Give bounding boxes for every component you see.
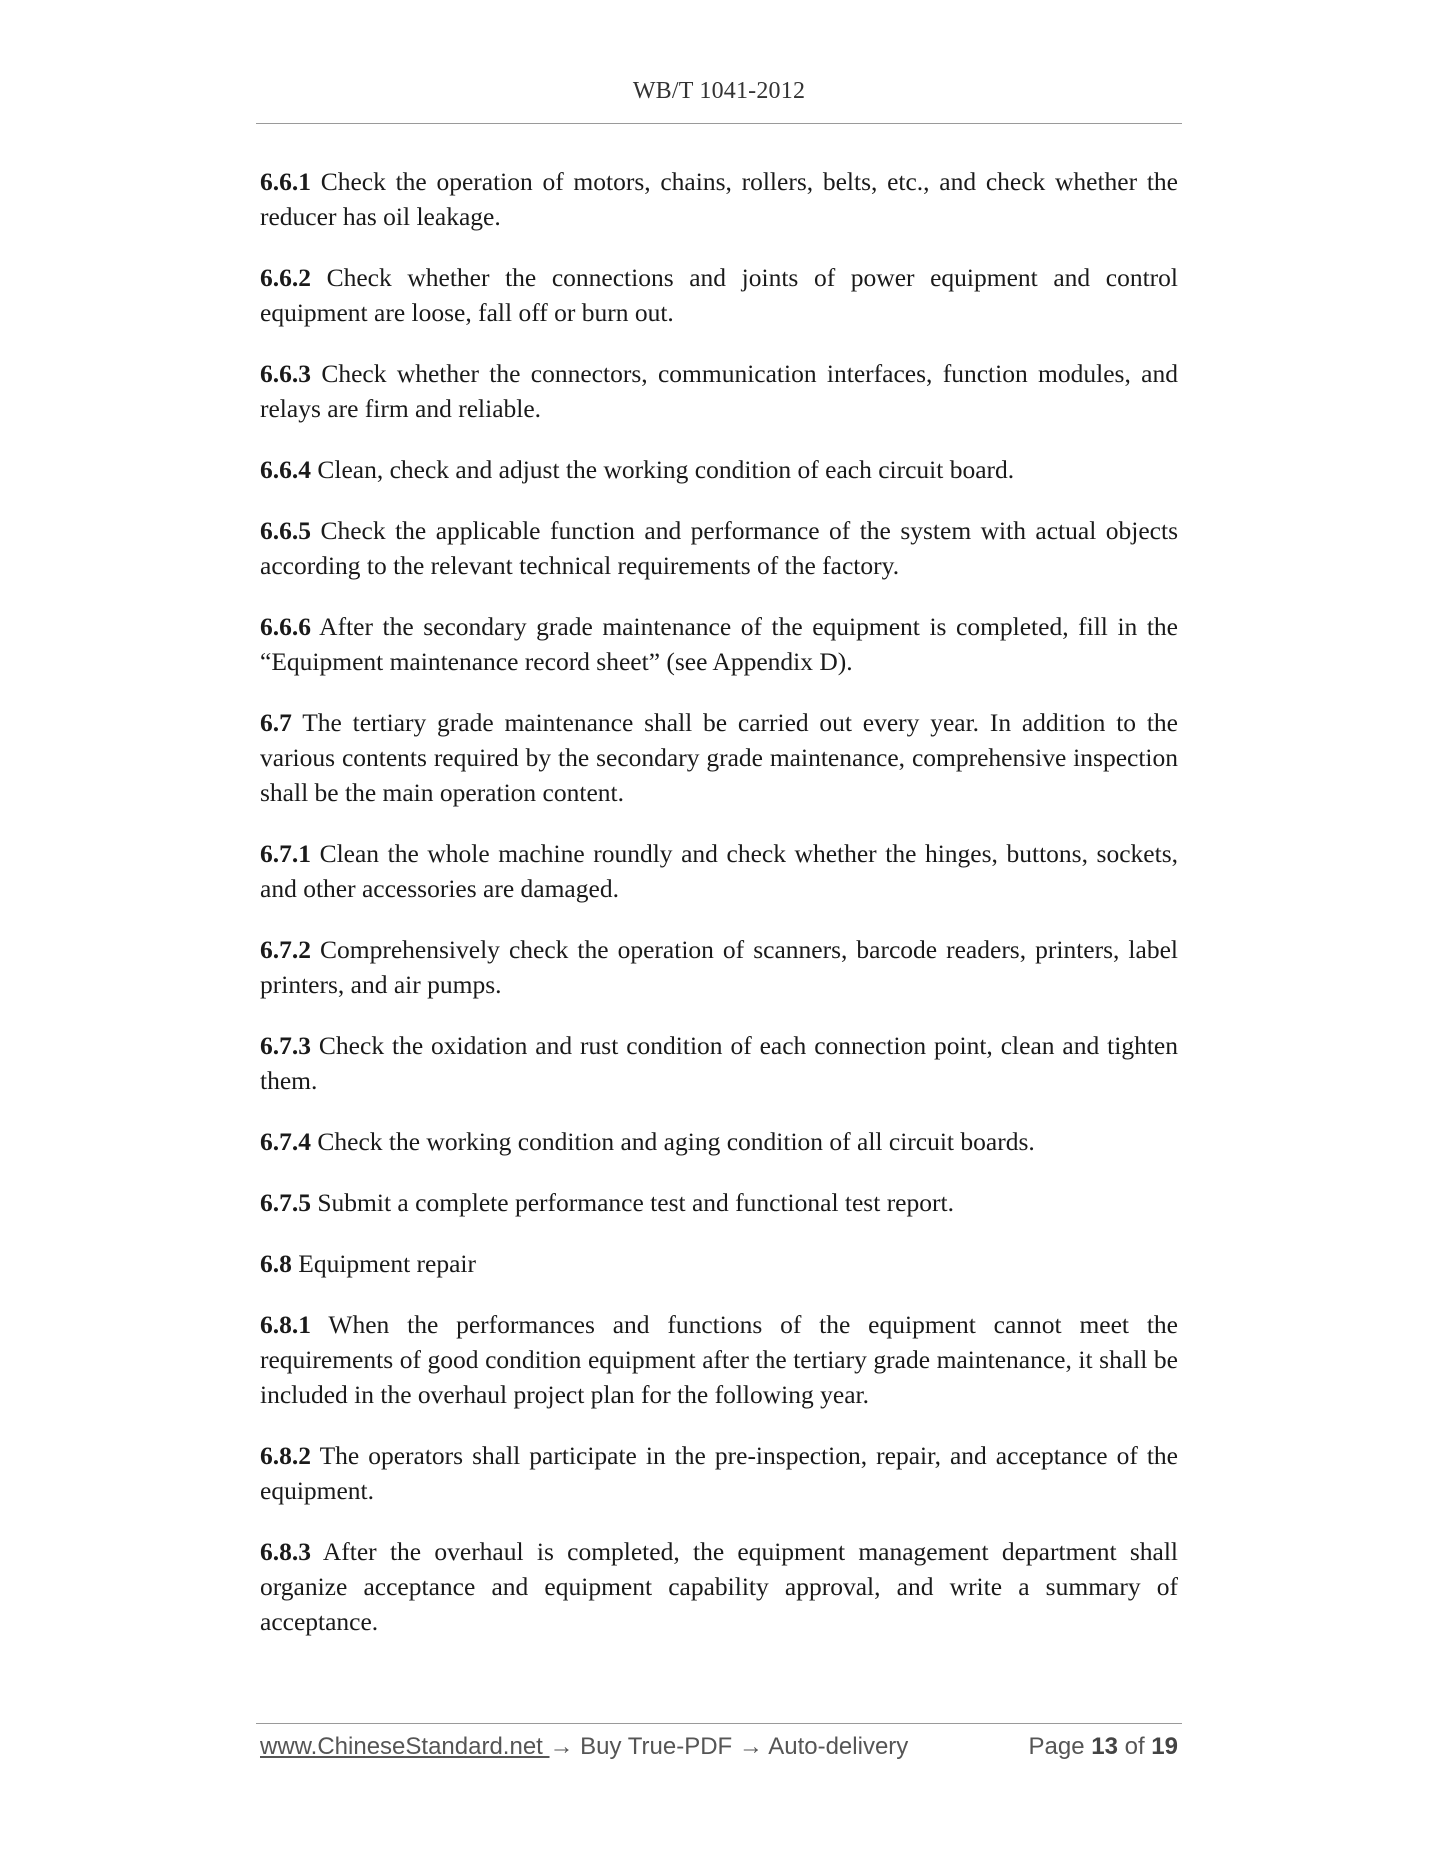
clause-number: 6.7.5 [260,1188,311,1217]
clause-text: Submit a complete performance test and functional test report. [317,1188,954,1217]
clause-6-8-1 [260,1307,1178,1412]
clause-6-7-3 [260,1028,1178,1098]
clause-number: 6.8 [260,1249,292,1278]
clause-text: After the overhaul is completed, the equipment management department shall organize acceptance and equipment capability approval, and write a summary of acceptance. [260,1537,1178,1636]
document-body [260,164,1178,1665]
clause-6-7-5 [260,1185,1178,1220]
clause-6-6-2 [260,260,1178,330]
clause-number: 6.6.4 [260,455,311,484]
clause-6-8-3 [260,1534,1178,1639]
clause-text: Clean the whole machine roundly and check whether the hinges, buttons, sockets, and other accessories are damaged. [260,839,1178,903]
clause-number: 6.7 [260,708,292,737]
clause-6-6-6 [260,609,1178,679]
clause-number: 6.6.2 [260,263,311,292]
clause-6-6-4 [260,452,1178,487]
clause-number: 6.7.3 [260,1031,311,1060]
clause-text: Check whether the connections and joints of power equipment and control equipment are loose, fall off or burn out. [260,263,1179,327]
clause-text: Check the oxidation and rust condition of each connection point, clean and tighten them. [260,1031,1178,1095]
clause-6-8-2 [260,1438,1178,1508]
clause-6-6-1 [260,164,1178,234]
clause-6-7-2 [260,932,1178,1002]
clause-number: 6.7.2 [260,935,311,964]
clause-6-7-4 [260,1124,1178,1159]
clause-number: 6.6.5 [260,516,311,545]
clause-number: 6.7.4 [260,1127,311,1156]
current-page-number: 13 [1091,1733,1118,1760]
clause-number: 6.8.2 [260,1441,311,1470]
clause-6-8 [260,1246,1178,1281]
page-header [256,78,1182,105]
document-code: WB/T 1041-2012 [632,78,806,104]
clause-number: 6.8.1 [260,1310,311,1339]
clause-text: Comprehensively check the operation of scanners, barcode readers, printers, label printers, and air pumps. [260,935,1178,999]
clause-number: 6.6.1 [260,167,311,196]
clause-text: The tertiary grade maintenance shall be carried out every year. In addition to the various contents required by the secondary grade maintenance, comprehensive inspection shall be the main operation content. [260,708,1178,807]
page-counter [1029,1730,1179,1764]
clause-number: 6.7.1 [260,839,311,868]
clause-6-6-5 [260,513,1178,583]
clause-text: Check whether the connectors, communication interfaces, function modules, and relays are firm and reliable. [260,359,1178,423]
clause-6-7 [260,705,1178,810]
of-label: of [1124,1733,1145,1760]
footer-promo [260,1730,908,1764]
clause-text: Clean, check and adjust the working condition of each circuit board. [317,455,1015,484]
clause-number: 6.6.6 [260,612,311,641]
total-page-number: 19 [1151,1733,1178,1760]
auto-delivery-text: Auto-delivery [762,1733,909,1760]
buy-true-pdf-text: Buy True-PDF [573,1733,739,1760]
clause-text: When the performances and functions of the equipment cannot meet the requirements of good condition equipment after the tertiary grade maintenance, it shall be included in the overhaul project plan for the following year. [260,1310,1179,1409]
clause-text: After the secondary grade maintenance of the equipment is completed, fill in the “Equipment maintenance record sheet” (see Appendix D). [260,612,1178,676]
website-link[interactable]: www.ChineseStandard.net [260,1733,550,1760]
clause-6-7-1 [260,836,1178,906]
page-label: Page [1028,1733,1085,1760]
footer-divider [256,1723,1182,1724]
clause-6-6-3 [260,356,1178,426]
clause-number: 6.6.3 [260,359,311,388]
clause-text: Check the working condition and aging condition of all circuit boards. [317,1127,1035,1156]
arrow-right-icon: → [549,1733,574,1760]
arrow-right-icon: → [738,1733,763,1760]
header-divider [256,123,1182,124]
clause-text: Check the operation of motors, chains, rollers, belts, etc., and check whether the reducer has oil leakage. [260,167,1178,231]
clause-text: Equipment repair [298,1249,476,1278]
clause-text: Check the applicable function and performance of the system with actual objects according to the relevant technical requirements of the factory. [260,516,1178,580]
clause-number: 6.8.3 [260,1537,311,1566]
clause-text: The operators shall participate in the pre-inspection, repair, and acceptance of the equipment. [260,1441,1178,1505]
